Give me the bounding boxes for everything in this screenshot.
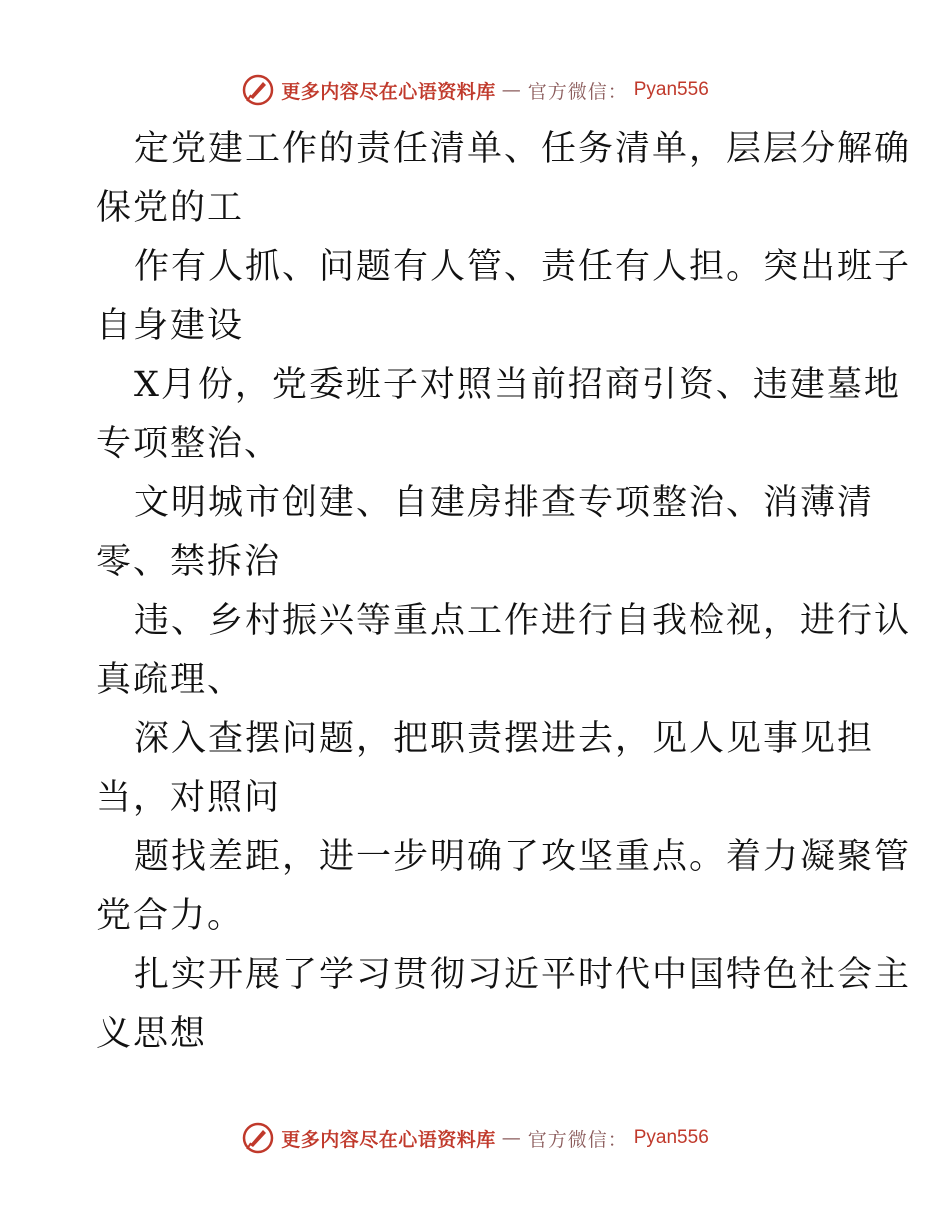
paragraph (96, 474, 875, 592)
footer-watermark (0, 1118, 950, 1158)
paragraph-line: 义思想 (96, 1014, 208, 1054)
wechat-label: 官方微信： (527, 80, 628, 103)
quill-logo-icon (241, 73, 275, 107)
paragraph-line: 文明城市创建、自建房排查专项整治、消薄清 (134, 483, 875, 523)
paragraph (96, 946, 912, 1064)
wechat-id: Pyan556 (633, 1127, 709, 1148)
paragraph-line: X月份，党委班子对照当前招商引资、违建墓地 (134, 365, 901, 405)
paragraph (96, 356, 901, 474)
paragraph (96, 828, 912, 946)
separator: — (501, 1127, 522, 1149)
paragraph-line: 零、禁拆治 (96, 542, 282, 582)
paragraph-line: 题找差距，进一步明确了攻坚重点。着力凝聚管 (134, 837, 912, 877)
paragraph (96, 120, 912, 238)
paragraph (96, 592, 912, 710)
paragraph-line: 专项整治、 (96, 424, 282, 464)
quill-logo-icon (241, 1121, 275, 1155)
paragraph-line: 扎实开展了学习贯彻习近平时代中国特色社会主 (134, 955, 912, 995)
paragraph (96, 710, 875, 828)
wechat-label: 官方微信： (527, 1128, 628, 1151)
paragraph-line: 党合力。 (96, 896, 245, 936)
paragraph (96, 238, 912, 356)
separator: — (501, 79, 522, 101)
site-name: 更多内容尽在心语资料库 (281, 80, 496, 103)
paragraph-line: 定党建工作的责任清单、任务清单，层层分解确 (134, 129, 912, 169)
paragraph-line: 保党的工 (96, 188, 245, 228)
paragraph-line: 作有人抓、问题有人管、责任有人担。突出班子 (134, 247, 912, 287)
paragraph-line: 当，对照问 (96, 778, 282, 818)
wechat-id: Pyan556 (633, 79, 709, 100)
paragraph-line: 自身建设 (96, 306, 245, 346)
paragraph-line: 违、乡村振兴等重点工作进行自我检视，进行认 (134, 601, 912, 641)
site-name: 更多内容尽在心语资料库 (281, 1128, 496, 1151)
paragraph-line: 深入查摆问题，把职责摆进去，见人见事见担 (134, 719, 875, 759)
paragraph-line: 真疏理、 (96, 660, 245, 700)
header-watermark (0, 70, 950, 110)
document-body (96, 120, 912, 1064)
